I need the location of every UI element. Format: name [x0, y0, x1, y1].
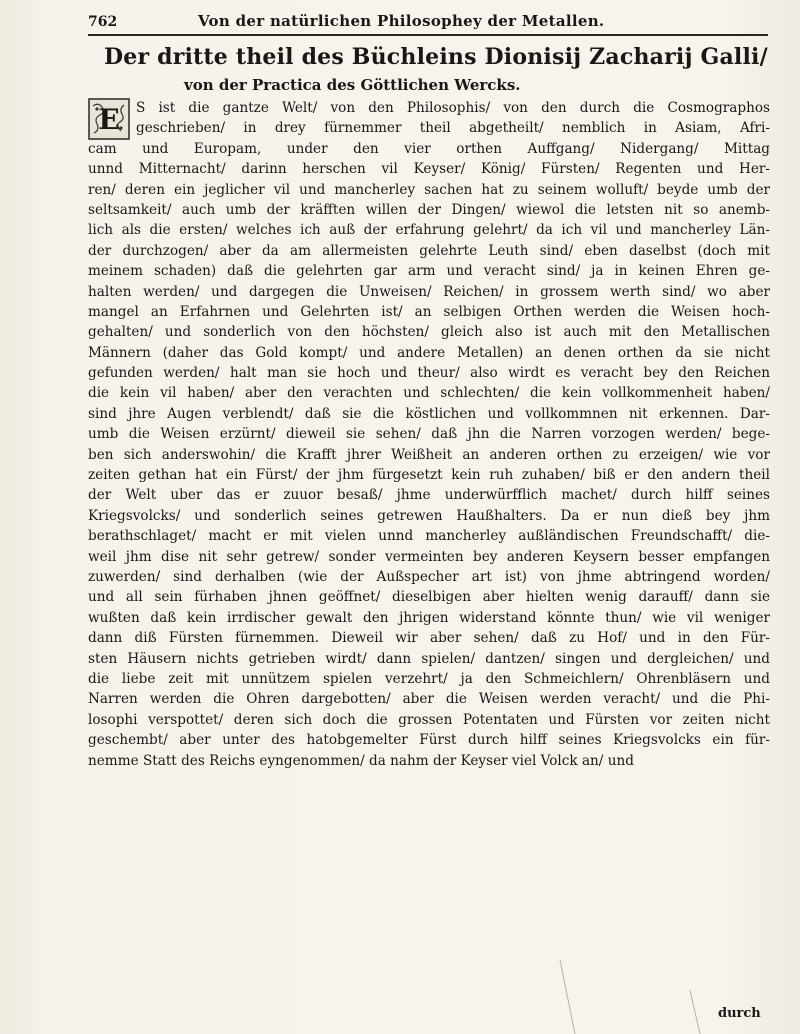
header-rule	[88, 34, 768, 36]
text-line: der Welt uber das er zuuor besaß/ jhme underwürfflich machet/ durch hilff seines	[88, 487, 770, 504]
text-line: halten werden/ und dargegen die Unweisen/ Reichen/ in grossem werth sind/ wo aber	[88, 283, 770, 300]
text-line: Männern (daher das Gold kompt/ und andere Metallen) an denen orthen da sie nicht	[88, 344, 770, 361]
text-line: Kriegsvolcks/ und sonderlich seines getrewen Haußhalters. Da er nun dieß bey jhm	[88, 507, 770, 524]
text-line: geschembt/ aber unter des hatobgemelter Fürst durch hilff seines Kriegsvolcks ein für-	[88, 732, 770, 749]
text-line: nemme Statt des Reichs eyngenommen/ da nahm der Keyser viel Volck an/ und	[88, 752, 634, 769]
text-line: meinem schaden) daß die gelehrten gar arm und veracht sind/ ja in keinen Ehren ge-	[88, 263, 770, 280]
text-line: seltsamkeit/ auch umb der kräfften willen der Dingen/ wiewol die letsten nit so anemb-	[88, 201, 770, 218]
text-line: Narren werden die Ohren dargebotten/ aber die Weisen werden veracht/ und die Phi-	[88, 691, 770, 708]
text-line: die liebe zeit mit unnützem spielen verzehrt/ ja den Schmeichlern/ Ohrenbläsern und	[88, 670, 770, 687]
text-line: cam und Europam, under den vier orthen Auffgang/ Nidergang/ Mittag	[88, 140, 770, 157]
text-line: sten Häusern nichts getrieben wirdt/ dann spielen/ dantzen/ singen und dergleichen/ und	[88, 650, 770, 667]
chapter-subtitle: von der Practica des Göttlichen Wercks.	[184, 76, 521, 94]
text-line: der durchzogen/ aber da am allermeisten gelehrte Leuth sind/ eben daselbst (doch mit	[88, 242, 770, 259]
text-line: geschrieben/ in drey fürnemmer theil abgetheilt/ nemblich in Asiam, Afri-	[136, 120, 770, 137]
text-line: gefunden werden/ halt man sie hoch und theur/ also wirdt es veracht bey den Reichen	[88, 365, 770, 382]
text-line: lich als die ersten/ welches ich auß der erfahrung gelehrt/ da ich vil und mancherley Län-	[88, 222, 770, 239]
page-header	[88, 10, 768, 36]
text-line: und all sein fürhaben jhnen geöffnet/ dieselbigen aber hielten wenig darauff/ dann sie	[88, 589, 770, 606]
page-number: 762	[88, 14, 118, 30]
text-line: S ist die gantze Welt/ von den Philosophis/ von den durch die Cosmographos	[136, 100, 770, 116]
text-line: unnd Mitternacht/ darinn herschen vil Keyser/ König/ Fürsten/ Regenten und Her-	[88, 161, 770, 178]
margin-mark	[690, 990, 700, 1034]
ornamental-initial-letter: E	[98, 103, 120, 136]
text-line: umb die Weisen erzürnt/ dieweil sie sehen/ daß jhn die Narren vorzogen werden/ bege-	[88, 426, 770, 443]
text-line: gehalten/ und sonderlich von den höchsten/ gleich also ist auch mit den Metallischen	[88, 324, 770, 341]
body-text	[88, 98, 770, 771]
text-line: berathschlaget/ macht er mit vielen unnd mancherley außländischen Freundschafft/ die-	[88, 528, 770, 545]
text-line: losophi verspottet/ deren sich doch die grossen Potentaten und Fürsten vor zeiten nicht	[88, 711, 770, 728]
text-line: die kein vil haben/ aber den verachten und schlechten/ die kein vollkommenheit haben/	[88, 385, 770, 402]
text-line: zuwerden/ sind derhalben (wie der Außspecher art ist) von jhme abtringend worden/	[88, 568, 770, 585]
text-line: ren/ deren ein jeglicher vil und mancherley sachen hat zu seinem wolluft/ beyde umb der	[88, 181, 770, 198]
text-line: mangel an Erfahrnen und Gelehrten ist/ an selbigen Orthen werden die Weisen hoch-	[88, 303, 770, 320]
text-line: ben sich anderswohin/ die Krafft jhrer Weißheit an anderen orthen zu erzeigen/ wie vor	[88, 446, 770, 463]
text-line: sind jhre Augen verblendt/ daß sie die köstlichen und vollkommnen nit erkennen. Dar-	[88, 405, 770, 422]
running-title: Von der natürlichen Philosophey der Metallen.	[198, 12, 605, 30]
text-line: dann diß Fürsten fürnemmen. Dieweil wir aber sehen/ daß zu Hof/ und in den Für-	[88, 630, 770, 647]
text-line: weil jhm dise nit sehr getrew/ sonder vermeinten bey anderen Keysern besser empfangen	[88, 548, 770, 565]
chapter-title: Der dritte theil des Büchleins Dionisij Zacharij Galli/	[104, 44, 768, 70]
text-line: wußten daß kein irrdischer gewalt den jhrigen widerstand könnte thun/ wie vil weniger	[88, 609, 770, 626]
catchword: durch	[718, 1006, 761, 1021]
text-line: zeiten gethan hat ein Fürst/ der jhm fürgesetzt kein ruh zuhaben/ biß er den andern theil	[88, 467, 770, 484]
margin-mark	[560, 960, 575, 1034]
